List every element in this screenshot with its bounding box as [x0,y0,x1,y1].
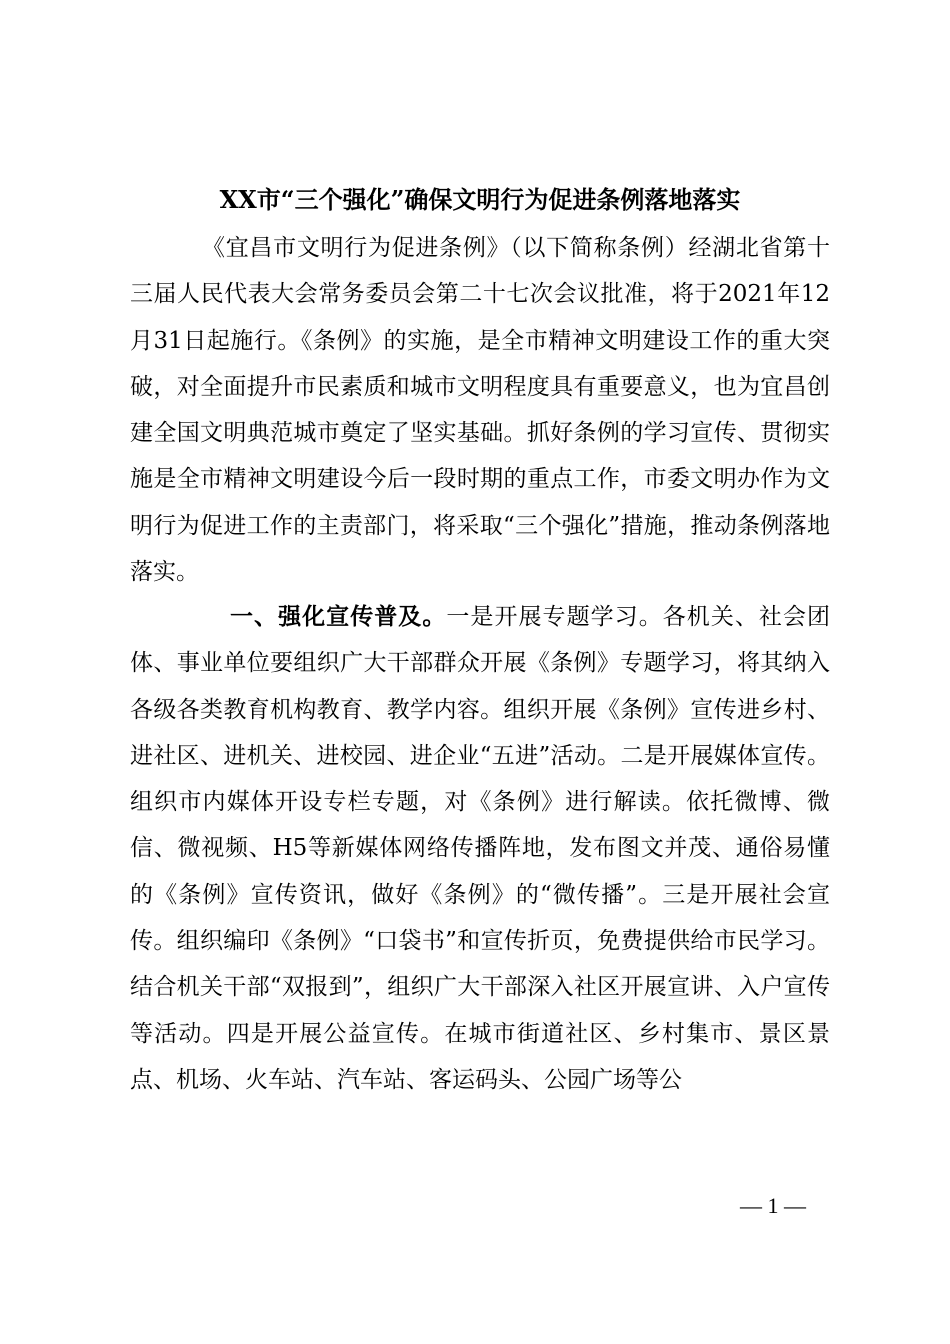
paragraph-section-one [130,594,830,1103]
page-number: — 1 — [740,1193,806,1218]
paragraph-intro: 《宜昌市文明行为促进条例》（以下简称条例）经湖北省第十三届人民代表大会常务委员会第二十七次会议批准，将于2021年12月31日起施行。《条例》的实施，是全市精神文明建设工作的重大突破，对全面提升市民素质和城市文明程度具有重要意义，也为宜昌创建全国文明典范城市奠定了坚实基础。抓好条例的学习宣传、贯彻实施是全市精神文明建设今后一段时期的重点工作，市委文明办作为文明行为促进工作的主责部门，将采取“三个强化”措施，推动条例落地落实。 [130,235,830,586]
section-body: 一是开展专题学习。各机关、社会团体、事业单位要组织广大干部群众开展《条例》专题学习，将其纳入各级各类教育机构教育、教学内容。组织开展《条例》宣传进乡村、进社区、进机关、进校园、进企业“五进”活动。二是开展媒体宣传。组织市内媒体开设专栏专题，对《条例》进行解读。依托微博、微信、微视频、H5等新媒体网络传播阵地，发布图文并茂、通俗易懂的《条例》宣传资讯，做好《条例》的“微传播”。三是开展社会宣传。组织编印《条例》“口袋书”和宣传折页，免费提供给市民学习。结合机关干部“双报到”，组织广大干部深入社区开展宣讲、入户宣传等活动。四是开展公益宣传。在城市街道社区、乡村集市、景区景点、机场、火车站、汽车站、客运码头、公园广场等公 [130,604,831,1093]
section-heading: 一、强化宣传普及。 [230,604,447,630]
document-title: XX市“三个强化”确保文明行为促进条例落地落实 [219,185,741,214]
